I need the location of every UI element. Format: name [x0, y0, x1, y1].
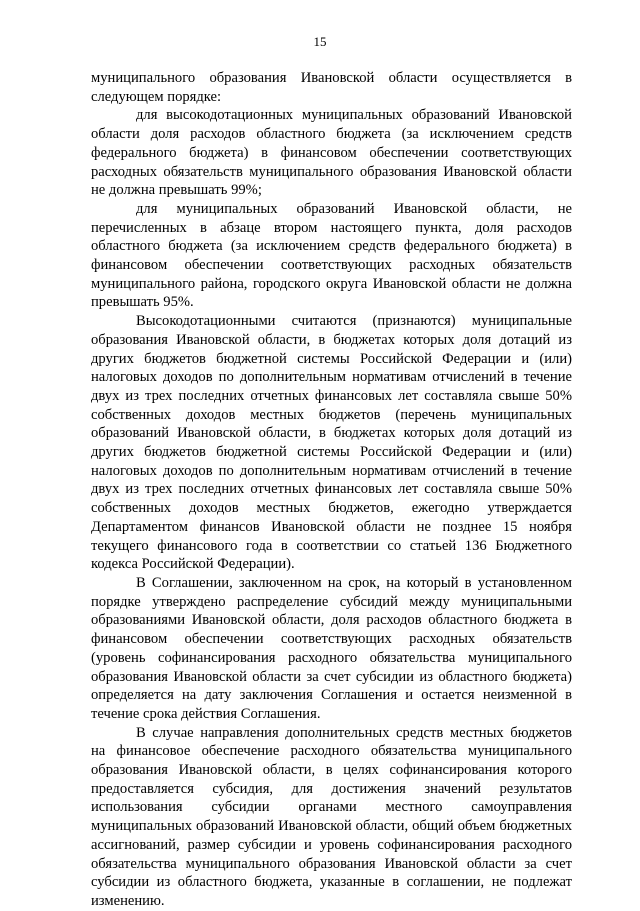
- paragraph-additional-funds: В случае направления дополнительных средств местных бюджетов на финансовое обеспечение расходного обязательства муниципального образования Ивановской области, в целях софинансирования которого предоставляется субсидия, для достижения значений результатов использования субсидии органами местного самоуправления муниципальных образований Ивановской области, общий объем бюджетных ассигнований, размер субсидии и уровень софинансирования расходного обязательства муниципального образования Ивановской области за счет субсидии из областного бюджета, указанные в соглашении, не подлежат изменению.: [91, 724, 572, 909]
- document-body: [91, 69, 572, 911]
- paragraph-high-subsidy-share: для высокодотационных муниципальных образований Ивановской области доля расходов областного бюджета (за исключением средств федерального бюджета) в финансовом обеспечении соответствующих расходных обязательств муниципального образования Ивановской области не должна превышать 99%;: [91, 107, 572, 199]
- page-number: 15: [313, 34, 327, 49]
- paragraph-agreement-cofinancing: В Соглашении, заключенном на срок, на который в установленном порядке утверждено распределение субсидий между муниципальными образованиями Ивановской области, доля расходов областного бюджета в финансовом обеспечении соответствующих расходных обязательств (уровень софинансирования расходного обязательства муниципального образования Ивановской области за счет субсидии из областного бюджета) определяется на дату заключения Соглашения и остается неизменной в течение срока действия Соглашения.: [91, 574, 572, 722]
- paragraph-other-municipalities-share: для муниципальных образований Ивановской области, не перечисленных в абзаце втором настоящего пункта, доля расходов областного бюджета (за исключением средств федерального бюджета) в финансовом обеспечении соответствующих расходных обязательств муниципального района, городского округа Ивановской области не должна превышать 95%.: [91, 200, 572, 311]
- paragraph-high-subsidy-definition: Высокодотационными считаются (признаются) муниципальные образования Ивановской области, в бюджетах которых доля дотаций из других бюджетов бюджетной системы Российской Федерации и (или) налоговых доходов по дополнительным нормативам отчислений в течение двух из трех последних отчетных финансовых лет составляла свыше 50% собственных доходов местных бюджетов (перечень муниципальных образований Ивановской области, в бюджетах которых доля дотаций из других бюджетов бюджетной системы Российской Федерации и (или) налоговых доходов по дополнительным нормативам отчислений в течение двух из трех последних отчетных финансовых лет составляла свыше 50% собственных доходов местных бюджетов, ежегодно утверждается Департаментом финансов Ивановской области не позднее 15 ноября текущего финансового года в соответствии со статьей 136 Бюджетного кодекса Российской Федерации).: [91, 313, 572, 573]
- paragraph-continuation: муниципального образования Ивановской области осуществляется в следующем порядке:: [91, 70, 572, 105]
